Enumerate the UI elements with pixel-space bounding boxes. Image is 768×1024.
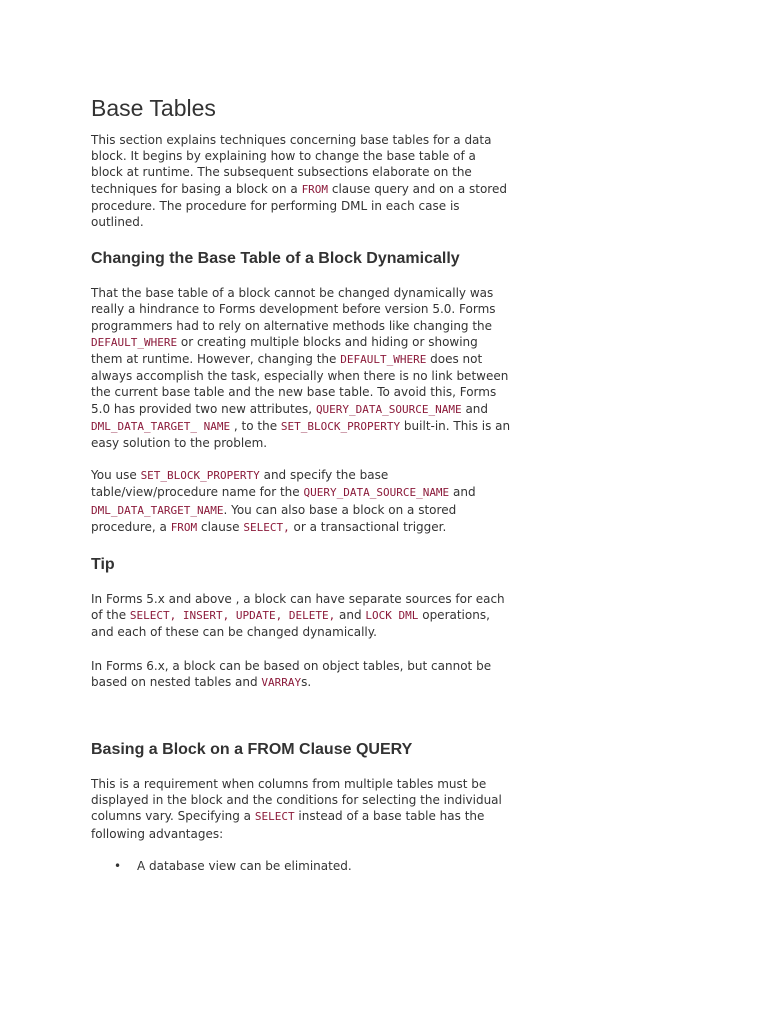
page-title: Base Tables — [91, 95, 216, 121]
text-run: s. — [301, 674, 312, 689]
list-item-text: A database view can be eliminated. — [137, 858, 352, 873]
text-run: and — [449, 485, 476, 500]
list-item — [114, 858, 511, 874]
text-run: instead of a base table has the following advantages: — [91, 809, 485, 841]
code-run: LOCK DML — [365, 609, 419, 623]
text-run: does not always accomplish the task, especially when there is no link between the current base table and the new base table. To avoid this, Forms 5.0 has provided two new attributes, — [91, 352, 509, 416]
text-run: clause query and on a stored procedure. The procedure for performing DML in each case is outlined. — [91, 181, 507, 230]
code-run: FROM — [170, 520, 198, 534]
text-run: In Forms 6.x, a block can be based on object tables, but cannot be based on nested tables and — [91, 658, 492, 689]
text-run: That the base table of a block cannot be changed dynamically was really a hindrance to Forms development before version 5.0. Forms programmers had to rely on alternative methods like changing the — [91, 286, 496, 333]
code-run: VARRAY — [261, 675, 302, 689]
text-run: This is a requirement when columns from multiple tables must be displayed in the block and the conditions for selecting the individual columns vary. Specifying a — [91, 777, 502, 824]
code-run: FROM — [301, 182, 329, 196]
code-run: SELECT, — [243, 520, 290, 534]
code-run: DML_DATA_TARGET_NAME — [91, 503, 224, 517]
code-run: SET_BLOCK_PROPERTY — [140, 469, 260, 483]
text-run: or creating multiple blocks and hiding or showing them at runtime. However, changing the — [91, 334, 478, 367]
text-run: built-in. This is an easy solution to the problem. — [91, 418, 511, 451]
text-run: , to the — [230, 418, 281, 433]
tip-paragraph-1 — [91, 591, 511, 641]
advantages-list — [91, 858, 511, 874]
code-run: SELECT, INSERT, UPDATE, DELETE, — [129, 609, 336, 623]
text-run: . You can also base a block on a stored procedure, a — [91, 502, 457, 534]
text-run: or a transactional trigger. — [289, 519, 447, 534]
tip-paragraph-2 — [91, 658, 511, 691]
from-paragraph — [91, 776, 511, 842]
text-run: You use — [91, 468, 141, 483]
text-run: In Forms 5.x and above , a block can have separate sources for each of the — [91, 592, 505, 623]
change-paragraph-1 — [91, 285, 511, 451]
bullet-icon: • — [114, 858, 122, 873]
section-heading-change-base-table: Changing the Base Table of a Block Dynamically — [91, 250, 460, 268]
text-run: and — [335, 608, 366, 623]
text-run: and specify the base table/view/procedure name for the — [91, 468, 389, 500]
document-page — [91, 96, 511, 874]
code-run: QUERY_DATA_SOURCE_NAME — [303, 486, 450, 500]
text-run: clause — [197, 519, 244, 534]
code-run: QUERY_DATA_SOURCE_NAME — [315, 402, 462, 416]
change-paragraph-2 — [91, 467, 511, 536]
code-run: DEFAULT_WHERE — [340, 353, 427, 367]
code-run: SET_BLOCK_PROPERTY — [280, 419, 401, 433]
code-run: SELECT — [254, 810, 295, 824]
code-run: DML_DATA_TARGET_ NAME — [91, 419, 231, 433]
section-heading-from-clause-query: Basing a Block on a FROM Clause QUERY — [91, 741, 413, 759]
section-heading-tip: Tip — [91, 556, 115, 574]
code-run: DEFAULT_WHERE — [91, 335, 178, 349]
intro-paragraph — [91, 132, 511, 230]
text-run: and — [461, 401, 489, 416]
text-run: operations, and each of these can be changed dynamically. — [91, 608, 490, 640]
text-run: This section explains techniques concerning base tables for a data block. It begins by explaining how to change the base table of a block at runtime. The subsequent subsections elaborate on the techniques for basing a block on a — [91, 133, 492, 196]
